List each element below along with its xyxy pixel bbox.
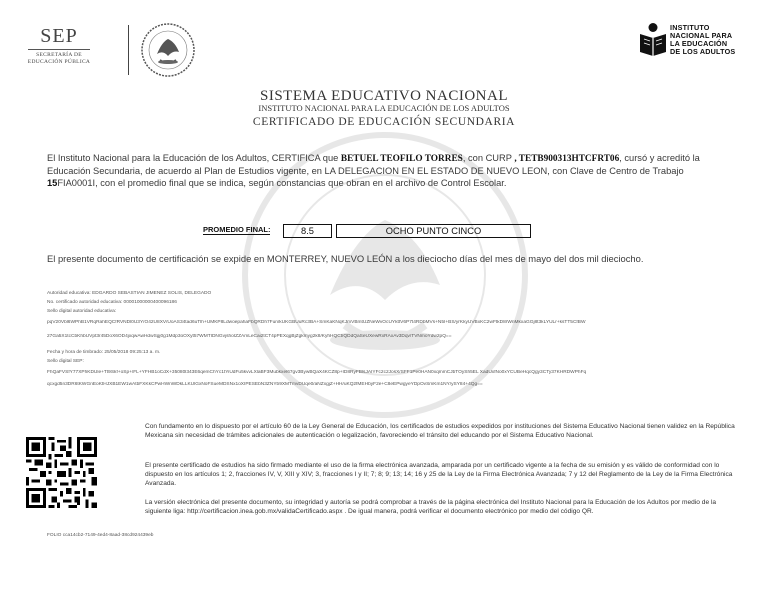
- legal-note-validity: Con fundamento en lo dispuesto por el artículo 60 de la Ley General de Educación, los certificados de estudios expedidos por instituciones del Sistema Educativo Nacional tienen validez en la República Mexicana sin necesidad de trámites adicionales de autenticación o legalización, favoreciendo el tránsito del educando por el Sistema Educativo Nacional.: [145, 423, 735, 440]
- sep-seal-line-1: FhQaFVSfY77XPhKDUle+Tt9Skf+oSp+/FL+YFHB1oCdX+35080l343E6qemChYc1tYiUdFu5kvvLXlaBF3Mubkxel67gv3BywBQaX4KCZ8p+ID8RyFBlsJAIYFc2c2JosX/SFF1Pe0HAN0xqmmCJbTOySh5EL XadUxfNo0xYCUBeHqcQgy3CTy37KHRDWPhFq: [47, 370, 587, 375]
- student-name: BETUEL TEOFILO TORRES: [340, 154, 463, 164]
- sep-logo-main: SEP: [40, 25, 78, 47]
- sep-seal-line-2: qcxgd5n3DR6tKWGnEoKtHJXB1EW1wAtbFXKkCPwHWnWDkLLKUlGxNoFSueMDSNx1oXIPESEbN3ZNYb9XMTmvDUqe0/aNZxgjZ+HH/uKQ2fMEHbyF2e+C8eEPwgyeYDpOvSmKm1NY/ySY84+4Qg==: [47, 382, 483, 387]
- certify-mid1: , con CURP: [462, 153, 515, 163]
- sep-logo-sub2: EDUCACIÓN PÚBLICA: [27, 58, 91, 65]
- mexican-seal-icon: [140, 22, 196, 78]
- inea-logo-text: [670, 24, 735, 56]
- sep-seal-label: Sello digital SEP:: [47, 359, 84, 364]
- folio: FOLIO cca14cb2-7149-4ed4-8aad-38cd924439eb: [47, 533, 154, 538]
- final-grade-value: 8.5: [283, 224, 332, 238]
- authority-seal-line-1: pqV20Vbl6WPhB1VRqRahEQCfRVNDl0U3Y/O42U8XV/UoAS34tad6uTlh+UMKP8LdwoepahaFbQRDh7Fun/kUKGBUuRc3BA+SmKaKNqKJmVBmtUZNeWvOcUYkttV6P7t4RDbMVs+N5I+BS/yrKkyUVBxKC2wFtkD8rWnMkxaGGj8t3kLYULr+ksTT5CfBW: [47, 320, 586, 325]
- certify-mid2: , cursó y acreditó la Educación Secundaria, de acuerdo al Plan de Estudios vigente, en LA DELEGACION EN EL ESTADO DE NUEVO LEON, con Clave de Centro de Trabajo: [47, 153, 700, 177]
- student-curp: , TETB900313HTCFRT06: [514, 154, 620, 164]
- inea-logo: [638, 22, 748, 62]
- timestamp-line: Fecha y hora de timbrado: 25/05/2018 09:25:13 a. m.: [47, 350, 161, 355]
- issued-statement: El presente documento de certificación se expide en MONTERREY, NUEVO LEÓN a los dieciocho días del mes de mayo del dos mil dieciocho.: [47, 253, 644, 264]
- authority-line: Autoridad educativa: EDGARDO SEBASTIAN JIMENEZ SOLIS, DELEGADO: [47, 291, 212, 296]
- legal-note-signature: El presente certificado de estudios ha sido firmado mediante el uso de la firma electrónica avanzada, amparada por un certificado vigente a la fecha de su emisión y es válido de conformidad con lo dispuesto en los artículos 1; 2, fracciones IV, V, XIII y XIV; 3, fracciones I y II; 7; 8; 9; 13; 14; 16 y 25 de la Ley de la Firma Electrónica Avanzada; 7 y 12 del Reglamento de la Ley de la Firma Electrónica Avanzada.: [145, 462, 733, 488]
- certification-paragraph: [47, 152, 727, 190]
- inea-line-1: INSTITUTO: [670, 23, 710, 32]
- legal-note-verification: La versión electrónica del presente documento, su integridad y autoría se podrá comprobar a través de la página electrónica del Instituto Nacional para la Educación de los Adultos por medio de la siguiente liga: http://certificacion.inea.gob.mx/validaCertificado.aspx . De igual manera, podrá verificar el documento electrónico por medio del código QR.: [145, 499, 717, 516]
- inea-line-4: DE LOS ADULTOS: [670, 47, 736, 56]
- cct-prefix: 15: [47, 178, 58, 189]
- system-title: SISTEMA EDUCATIVO NACIONAL: [260, 88, 508, 104]
- final-grade-underline: [203, 234, 270, 235]
- final-grade-label: PROMEDIO FINAL:: [203, 225, 271, 234]
- inea-figure-icon: [638, 22, 668, 56]
- authority-seal-label: Sello digital autoridad educativa:: [47, 309, 117, 314]
- certificate-title: CERTIFICADO DE EDUCACIÓN SECUNDARIA: [252, 116, 516, 128]
- qr-code: [26, 437, 97, 508]
- final-grade-text: OCHO PUNTO CINCO: [336, 224, 531, 238]
- sep-logo: [24, 26, 94, 65]
- authority-cert-number: No. certificado autoridad educativa: 00001000000400096186: [47, 300, 177, 305]
- inea-line-3: LA EDUCACIÓN: [670, 39, 728, 48]
- sep-logo-sub1: SECRETARÍA DE: [36, 52, 82, 58]
- inea-line-2: NACIONAL PARA: [670, 31, 733, 40]
- sep-logo-rule: [28, 49, 90, 50]
- certify-tail: , con el promedio final que se indica, según constancias que obran en el archivo de Control Escolar.: [95, 178, 507, 189]
- authority-seal-line-2: 27Ga5X1tcCbKhbUVpt3r45DoX6OD4jxqwAwHdwSgj0g1Mdp3oOXyt57WMTIDNGvjshoIZZAmLeCai2tCT4pPEXqgBjZgkmyg2k8/KyhHQCt/QDdQaSeUXewRxRAxAv3Dqv/TVNmoYdw2pQ==: [47, 334, 452, 339]
- logo-divider: [128, 25, 129, 75]
- certify-lead: El Instituto Nacional para la Educación de los Adultos, CERTIFICA que: [47, 153, 341, 163]
- institute-title: INSTITUTO NACIONAL PARA LA EDUCACIÓN DE LOS ADULTOS: [258, 103, 510, 113]
- cct-rest: FIA0001I: [57, 178, 96, 189]
